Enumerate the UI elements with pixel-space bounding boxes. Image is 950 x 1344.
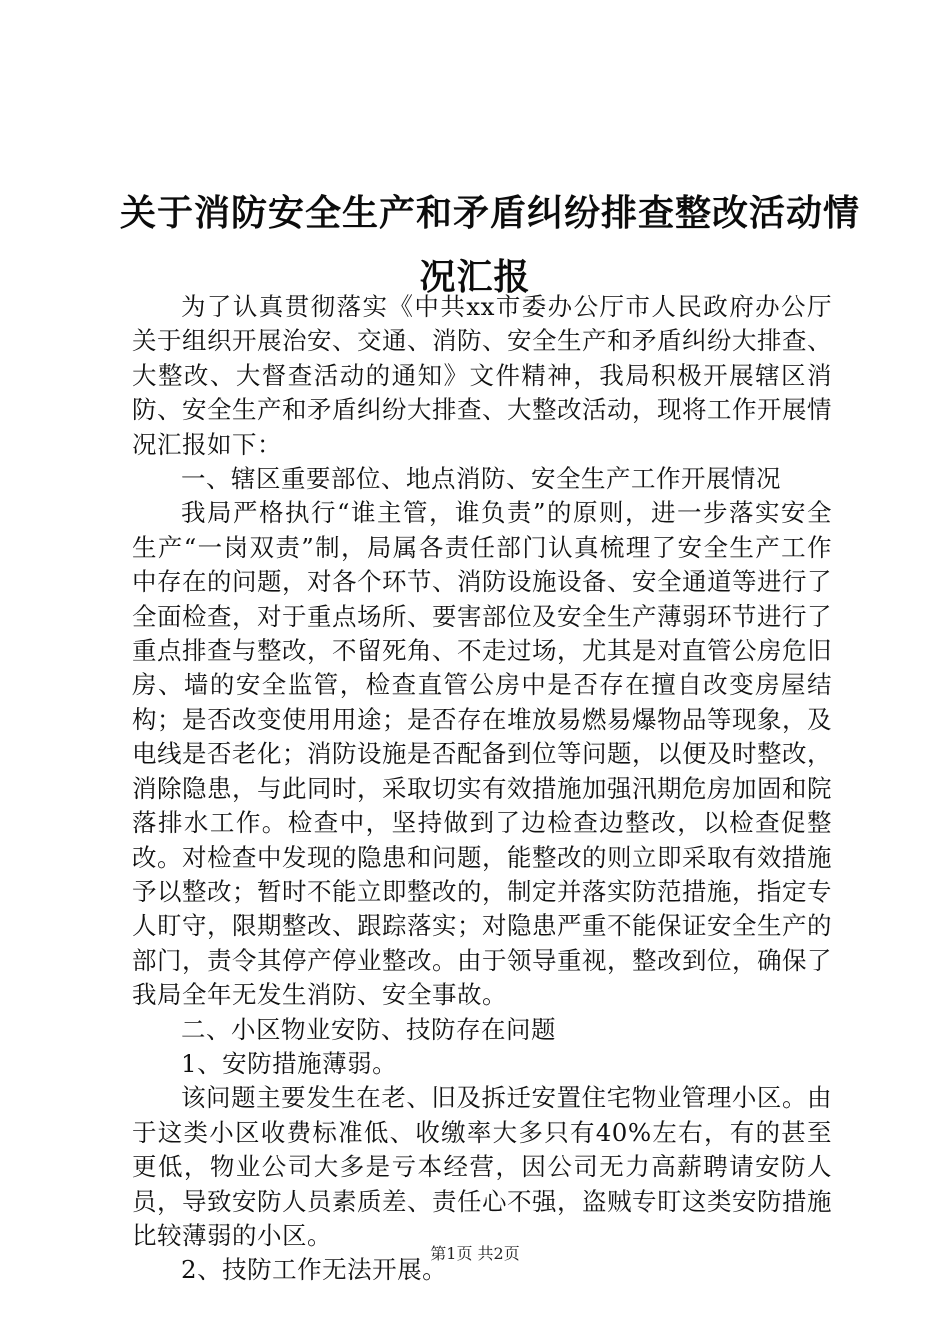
title-line-1: 关于消防安全生产和矛盾纠纷排查整改活动情 (120, 193, 861, 235)
paragraph-section-1: 我局严格执行“谁主管，谁负责”的原则，进一步落实安全生产“一岗双责”制，局属各责任部门认真梳理了安全生产工作中存在的问题，对各个环节、消防设施设备、安全通道等进行了全面检查，对于重点场所、要害部位及安全生产薄弱环节进行了重点排查与整改，不留死角、不走过场，尤其是对直管公房危旧房、墙的安全监管，检查直管公房中是否存在擅自改变房屋结构；是否改变使用用途；是否存在堆放易燃易爆物品等现象，及电线是否老化；消防设施是否配备到位等问题，以便及时整改，消除隐患，与此同时，采取切实有效措施加强汛期危房加固和院落排水工作。检查中，坚持做到了边检查边整改，以检查促整改。对检查中发现的隐患和问题，能整改的则立即采取有效措施予以整改；暂时不能立即整改的，制定并落实防范措施，指定专人盯守，限期整改、跟踪落实；对隐患严重不能保证安全生产的部门，责令其停产停业整改。由于领导重视，整改到位，确保了我局全年无发生消防、安全事故。 (132, 498, 832, 1010)
paragraph-subsection-1: 该问题主要发生在老、旧及拆迁安置住宅物业管理小区。由于这类小区收费标准低、收缴率大多只有40%左右，有的甚至更低，物业公司大多是亏本经营，因公司无力高薪聘请安防人员，导致安防人员素质差、责任心不强，盗贼专盯这类安防措施比较薄弱的小区。 (132, 1083, 832, 1250)
subheading-2: 2、技防工作无法开展。 (181, 1255, 448, 1285)
title-line-2: 况汇报 (419, 257, 531, 299)
section-heading-2: 二、小区物业安防、技防存在问题 (181, 1014, 556, 1044)
paragraph-intro: 为了认真贯彻落实《中共xx市委办公厅市人民政府办公厅关于组织开展治安、交通、消防、安全生产和矛盾纠纷大排查、大整改、大督查活动的通知》文件精神，我局积极开展辖区消防、安全生产和矛盾纠纷大排查、大整改活动，现将工作开展情况汇报如下： (132, 292, 832, 459)
document-body (132, 290, 832, 1288)
page-footer: 第1页 共2页 (430, 1244, 520, 1263)
subheading-1: 1、安防措施薄弱。 (181, 1048, 398, 1078)
section-heading-1: 一、辖区重要部位、地点消防、安全生产工作开展情况 (181, 464, 781, 494)
